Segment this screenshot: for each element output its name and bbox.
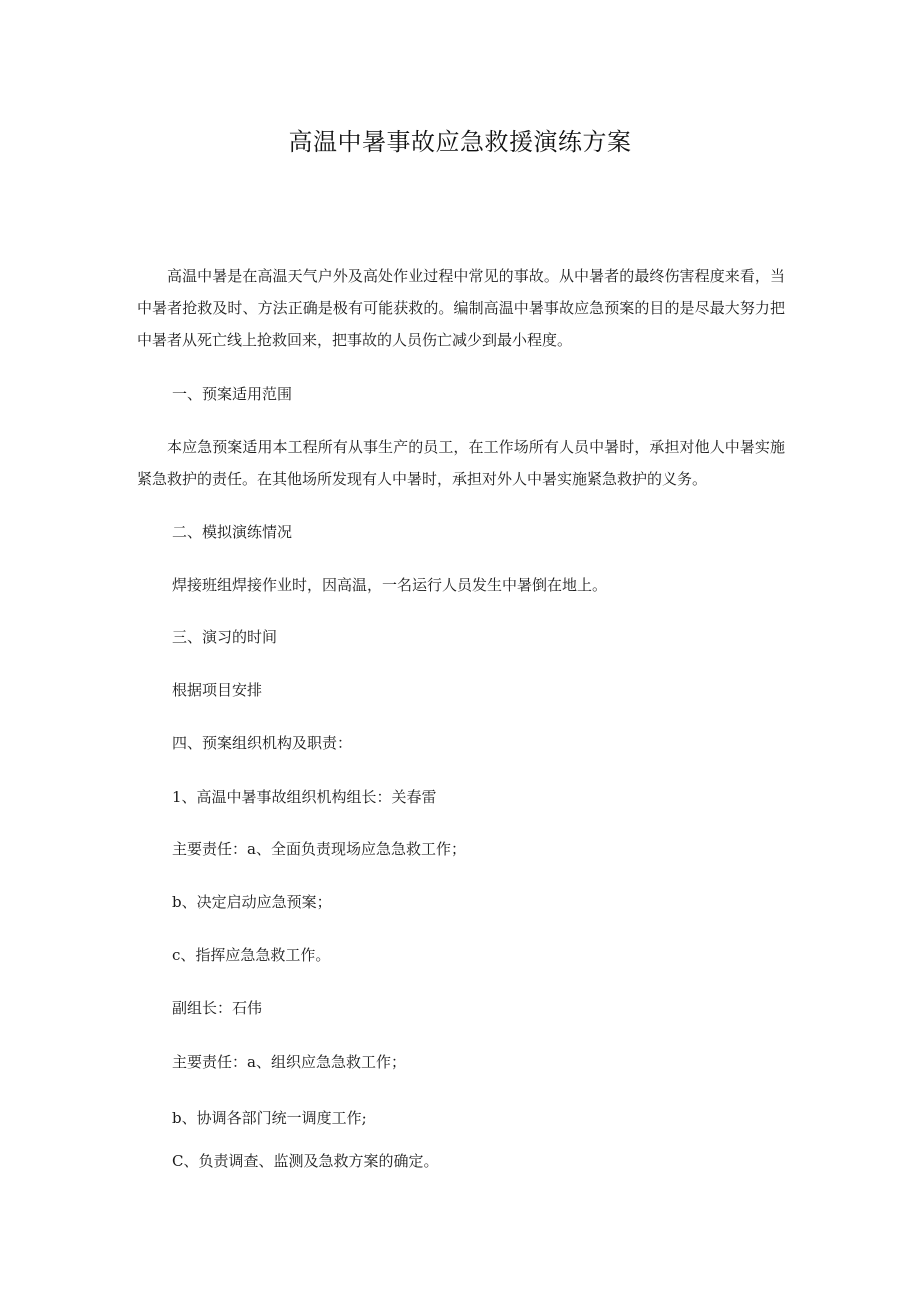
deputy-line: 副组长：石伟 bbox=[172, 999, 263, 1017]
drill-time-text: 根据项目安排 bbox=[172, 681, 263, 699]
section-heading-drill-time: 三、演习的时间 bbox=[172, 628, 278, 646]
leader-duty-a: 主要责任：a、全面负责现场应急急救工作； bbox=[172, 840, 466, 858]
leader-line: 1、高温中暑事故组织机构组长：关春雷 bbox=[172, 788, 437, 806]
deputy-duty-b: b、协调各部门统一调度工作; bbox=[172, 1109, 367, 1127]
leader-duty-c: c、指挥应急急救工作。 bbox=[172, 946, 331, 964]
document-title: 高温中暑事故应急救援演练方案 bbox=[288, 128, 632, 156]
scope-paragraph: 本应急预案适用本工程所有从事生产的员工，在工作场所有人员中暑时，承担对他人中暑实施紧急救护的责任。在其他场所发现有人中暑时，承担对外人中暑实施紧急救护的义务。 bbox=[137, 438, 785, 488]
intro-paragraph: 高温中暑是在高温天气户外及高处作业过程中常见的事故。从中暑者的最终伤害程度来看，当中暑者抢救及时、方法正确是极有可能获救的。编制高温中暑事故应急预案的目的是尽最大努力把中暑者从死亡线上抢救回来，把事故的人员伤亡减少到最小程度。 bbox=[137, 267, 785, 349]
section-heading-drill-scenario: 二、模拟演练情况 bbox=[172, 523, 293, 541]
section-heading-organization: 四、预案组织机构及职责： bbox=[172, 734, 353, 752]
drill-scenario-text: 焊接班组焊接作业时，因高温，一名运行人员发生中暑倒在地上。 bbox=[172, 576, 608, 594]
deputy-duty-a: 主要责任：a、组织应急急救工作； bbox=[172, 1053, 406, 1071]
section-heading-scope: 一、预案适用范围 bbox=[172, 385, 293, 403]
deputy-duty-c: C、负责调查、监测及急救方案的确定。 bbox=[172, 1152, 439, 1170]
leader-duty-b: b、决定启动应急预案； bbox=[172, 893, 332, 911]
